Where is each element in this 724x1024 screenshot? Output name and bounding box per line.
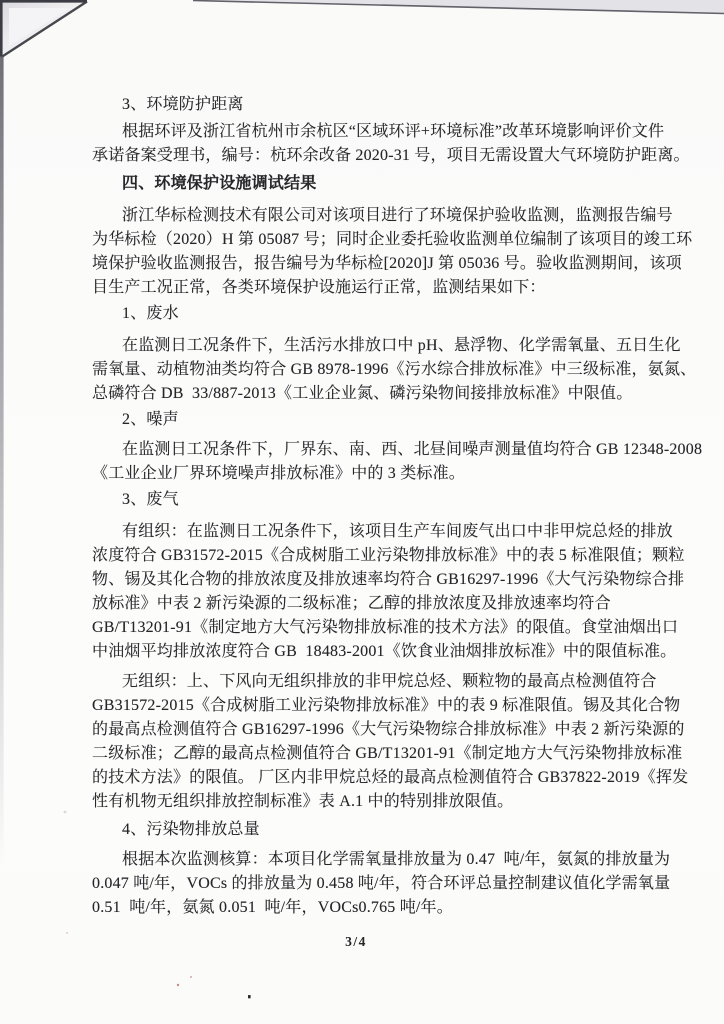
paragraph-line: 无组织：上、下风向无组织排放的非甲烷总烃、颗粒物的最高点检测值符合 (122, 673, 657, 690)
paragraph-line: 的技术方法》的限值。 厂区内非甲烷总烃的最高点检测值符合 GB37822-2019《挥发 (92, 769, 689, 786)
sub-heading: 4、污染物排放总量 (122, 821, 260, 838)
paragraph-line: 承诺备案受理书，编号：杭环余改备 2020-31 号，项目无需设置大气环境防护距离。 (92, 147, 690, 164)
paragraph-line: 在监测日工况条件下，生活污水排放口中 pH、悬浮物、化学需氧量、五日生化 (122, 337, 681, 354)
paragraph-line: 《工业企业厂界环境噪声排放标准》中的 3 类标准。 (92, 465, 466, 482)
section-heading: 3、环境防护距离 (122, 96, 244, 113)
paragraph-line: 放标准》中表 2 新污染源的二级标准；乙醇的排放浓度及排放速率均符合 (92, 595, 611, 612)
paragraph-line: 二级标准；乙醇的最高点检测值符合 GB/T13201-91《制定地方大气污染物排放标准 (92, 745, 683, 762)
paragraph-line: 需氧量、动植物油类均符合 GB 8978-1996《污水综合排放标准》中三级标准，氨氮、 (92, 361, 697, 378)
sub-heading: 2、噪声 (122, 411, 179, 428)
paragraph-line: 0.51 吨/年，氨氮 0.051 吨/年，VOCs0.765 吨/年。 (92, 899, 453, 916)
paragraph-line: 总磷符合 DB 33/887-2013《工业企业氮、磷污染物间接排放标准》中限值。 (92, 385, 633, 402)
paragraph-line: 浓度符合 GB31572-2015《合成树脂工业污染物排放标准》中的表 5 标准限值；颗粒 (92, 547, 685, 564)
paragraph-line: GB/T13201-91《制定地方大气污染物排放标准的技术方法》的限值。食堂油烟出口 (92, 619, 679, 636)
document-body (92, 93, 703, 954)
paragraph-line: 物、锡及其化合物的排放浓度及排放速率均符合 GB16297-1996《大气污染物综合排 (92, 571, 685, 588)
paragraph-line: 中油烟平均排放浓度符合 GB 18483-2001《饮食业油烟排放标准》中的限值标准。 (92, 643, 677, 660)
page-number: 3/4 (345, 934, 367, 949)
paragraph-line: GB31572-2015《合成树脂工业污染物排放标准》中的表 9 标准限值。锡及其化合物 (92, 697, 681, 714)
paragraph-line: 根据环评及浙江省杭州市余杭区“区域环评+环境标准”改革环境影响评价文件 (122, 123, 665, 140)
scan-top-edge (193, 0, 724, 14)
scan-corner-fold (0, 0, 88, 58)
paragraph-line: 有组织：在监测日工况条件下，该项目生产车间废气出口中非甲烷总烃的排放 (122, 523, 673, 540)
page-edge-shadow (0, 56, 4, 866)
sub-heading: 1、废水 (122, 305, 179, 322)
section-heading: 四、环境保护设施调试结果 (122, 175, 317, 192)
paragraph-line: 目生产工况正常，各类环境保护设施运行正常，监测结果如下： (92, 279, 546, 296)
paragraph-line: 为华标检（2020）H 第 05087 号；同时企业委托验收监测单位编制了该项目的竣工环 (92, 231, 693, 248)
paragraph-line: 在监测日工况条件下，厂界东、南、西、北昼间噪声测量值均符合 GB 12348-2008 (122, 441, 703, 458)
paragraph-line: 根据本次监测核算：本项目化学需氧量排放量为 0.47 吨/年，氨氮的排放量为 (122, 851, 671, 868)
sub-heading: 3、废气 (122, 491, 179, 508)
paragraph-line: 0.047 吨/年，VOCs 的排放量为 0.458 吨/年，符合环评总量控制建议值化学需氧量 (92, 875, 671, 892)
paragraph-line: 境保护验收监测报告，报告编号为华标检[2020]J 第 05036 号。验收监测期间，该项 (92, 255, 682, 272)
paragraph-line: 的最高点检测值符合 GB16297-1996《大气污染物综合排放标准》中表 2 新污染源的 (92, 721, 685, 738)
paragraph-line: 浙江华标检测技术有限公司对该项目进行了环境保护验收监测，监测报告编号 (122, 207, 673, 224)
paragraph-line: 性有机物无组织排放控制标准》表 A.1 中的特别排放限值。 (92, 793, 514, 810)
